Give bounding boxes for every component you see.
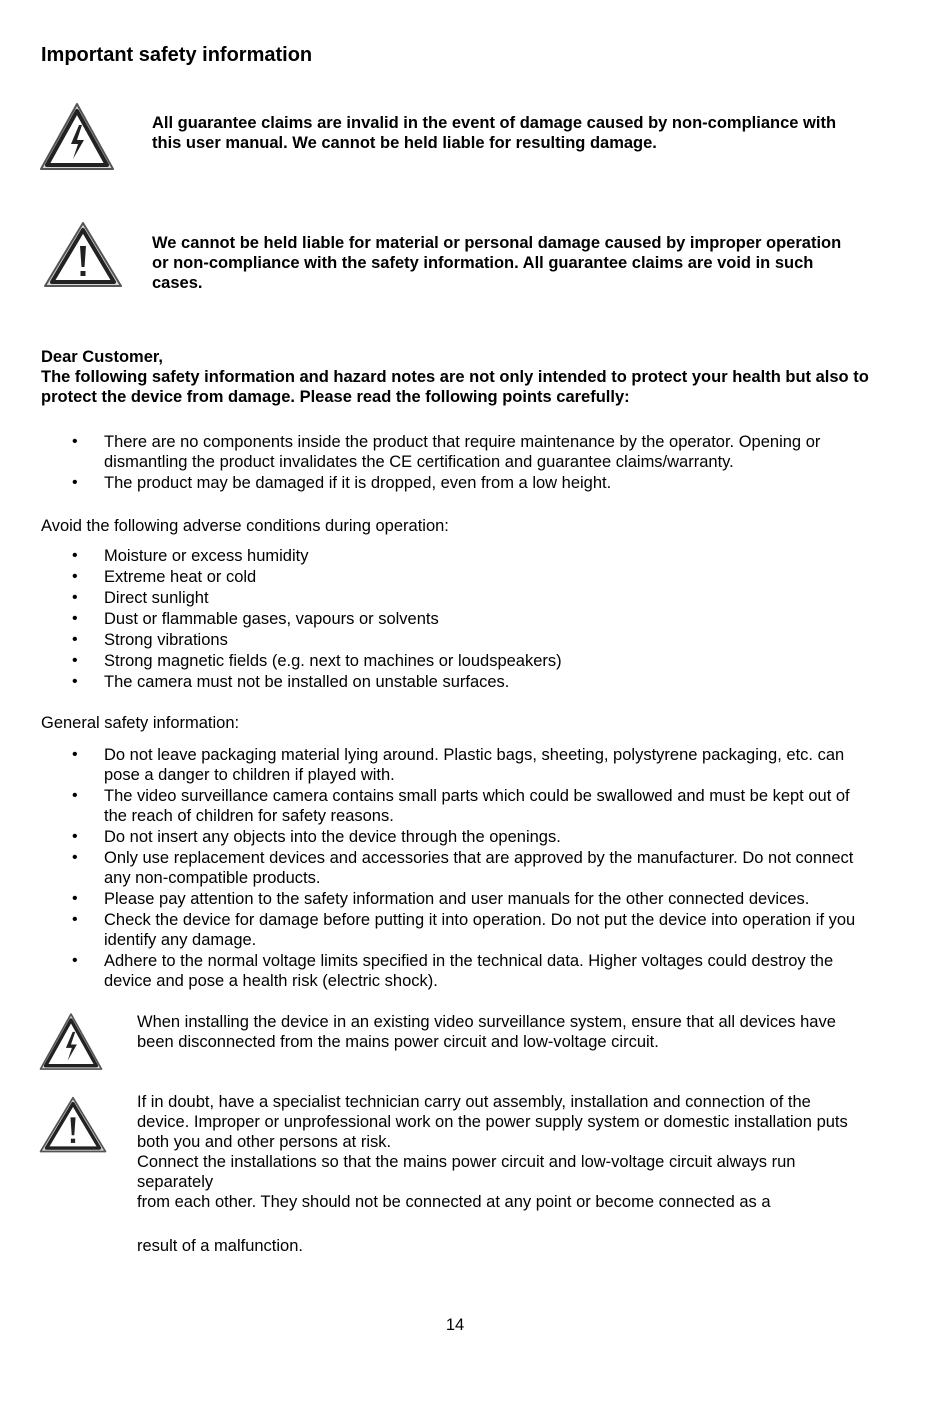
adverse-conditions-list — [0, 546, 950, 692]
electric-hazard-icon — [38, 101, 116, 173]
list-item: • The video surveillance camera contains small parts which could be swallowed and must be kept out of the reach of children for safety reasons. — [0, 786, 874, 826]
general-heading: General safety information: — [41, 714, 240, 732]
warning-disconnect-text: When installing the device in an existing video surveillance system, ensure that all devices have been disconnected from the mains power circuit and low-voltage circuit. — [137, 1013, 836, 1051]
list-item: • Please pay attention to the safety information and user manuals for the other connected devices. — [0, 889, 874, 909]
maintenance-list — [0, 432, 950, 493]
list-item: • Strong vibrations — [0, 630, 874, 650]
list-item: • Do not insert any objects into the device through the openings. — [0, 827, 874, 847]
list-item: • There are no components inside the product that require maintenance by the operator. Opening or dismantling the product invalidates the CE certification and guarantee claims/warranty. — [0, 432, 874, 472]
list-item: • The camera must not be installed on unstable surfaces. — [0, 672, 874, 692]
list-item: • Direct sunlight — [0, 588, 874, 608]
list-item: • Dust or flammable gases, vapours or solvents — [0, 609, 874, 629]
caution-icon — [38, 1094, 108, 1156]
list-item: • Adhere to the normal voltage limits specified in the technical data. Higher voltages could destroy the device and pose a health risk (electric shock). — [0, 951, 874, 991]
warning-specialist-text: If in doubt, have a specialist technician carry out assembly, installation and connection of the device. Improper or unprofessional work on the power supply system or domestic installation puts both you and other persons at risk. — [137, 1093, 848, 1151]
warning-guarantee-text: All guarantee claims are invalid in the event of damage caused by non-compliance with this user manual. We cannot be held liable for resulting damage. — [152, 114, 837, 152]
general-safety-list — [0, 745, 950, 991]
list-item: • Only use replacement devices and accessories that are approved by the manufacturer. Do not connect any non-compatible products. — [0, 848, 874, 888]
page-title: Important safety information — [41, 44, 313, 66]
list-item: • Moisture or excess humidity — [0, 546, 874, 566]
list-item: • Check the device for damage before putting it into operation. Do not put the device into operation if you identify any damage. — [0, 910, 874, 950]
list-item: • Strong magnetic fields (e.g. next to machines or loudspeakers) — [0, 651, 874, 671]
warning-separate-circuits-text: Connect the installations so that the mains power circuit and low-voltage circuit always run separately — [137, 1153, 796, 1191]
warning-malfunction-text: result of a malfunction. — [137, 1237, 303, 1255]
electric-hazard-icon — [38, 1011, 104, 1073]
adverse-heading: Avoid the following adverse conditions during operation: — [41, 517, 449, 535]
warning-separate-circuits-text-cont: from each other. They should not be connected at any point or become connected as a — [137, 1193, 771, 1211]
intro-paragraph: The following safety information and hazard notes are not only intended to protect your health but also to protect the device from damage. Please read the following points carefully: — [41, 368, 869, 406]
greeting: Dear Customer, — [41, 348, 163, 366]
page-number: 14 — [445, 1316, 465, 1334]
list-item: • Do not leave packaging material lying around. Plastic bags, sheeting, polystyrene packaging, etc. can pose a danger to children if played with. — [0, 745, 874, 785]
warning-liability-text: We cannot be held liable for material or personal damage caused by improper operation or non-compliance with the safety information. All guarantee claims are void in such cases. — [152, 234, 842, 292]
list-item: • The product may be damaged if it is dropped, even from a low height. — [0, 473, 874, 493]
caution-icon — [42, 220, 124, 290]
list-item: • Extreme heat or cold — [0, 567, 874, 587]
